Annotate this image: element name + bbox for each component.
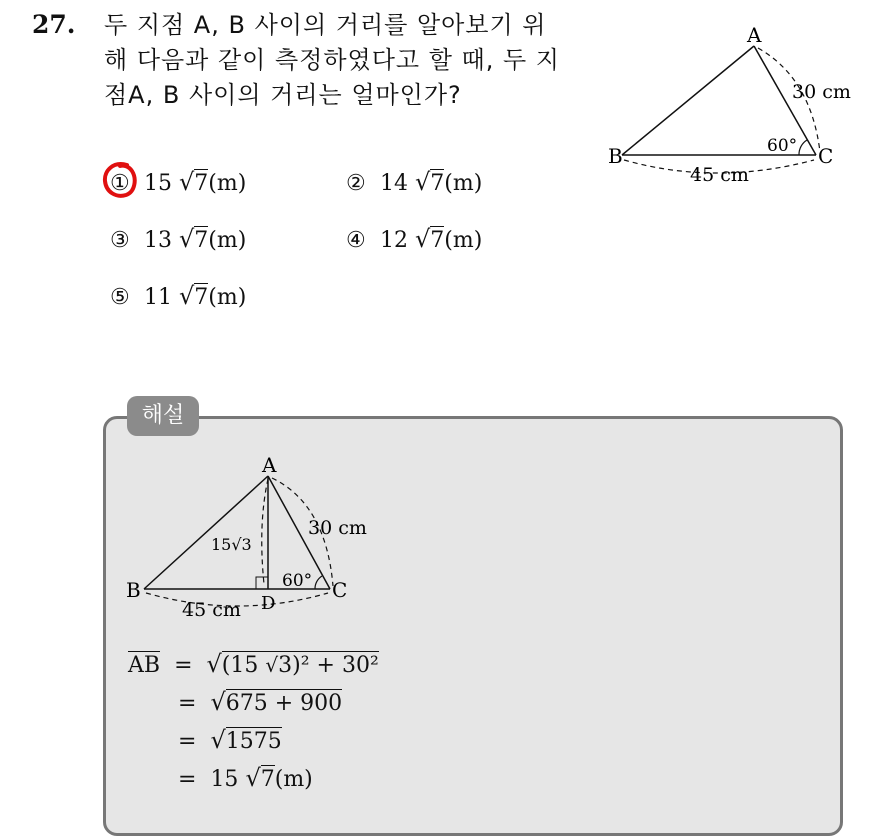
- choice-radicand: 7: [194, 285, 209, 310]
- choice-2[interactable]: ② 14 √7(m): [346, 168, 483, 196]
- choice-coef: 15: [144, 171, 172, 196]
- question-line: 두 지점 A, B 사이의 거리를 알아보기 위: [104, 11, 547, 39]
- label-a: A: [262, 454, 277, 477]
- result-unit: (m): [274, 767, 313, 792]
- choice-unit: (m): [208, 228, 247, 253]
- side-ac-label: 30 cm: [792, 81, 851, 103]
- choice-3[interactable]: ③ 13 √7(m): [110, 225, 247, 253]
- label-b: B: [608, 144, 623, 168]
- equation-line-4: = 15 √7(m): [178, 764, 313, 792]
- side-ac-label: 30 cm: [308, 517, 367, 539]
- equation-line-2: = √675 + 900: [178, 688, 343, 716]
- choice-1[interactable]: ① 15 √7(m): [110, 168, 247, 196]
- angle-arc: [799, 140, 807, 155]
- choice-mark: ①: [110, 171, 130, 196]
- result-coef: 15: [210, 767, 239, 792]
- radicand-3: 1575: [225, 729, 282, 754]
- question-text: [104, 8, 584, 113]
- choice-coef: 11: [144, 285, 172, 310]
- answer-circle-mark: [101, 159, 139, 201]
- choice-unit: (m): [444, 228, 483, 253]
- angle-c-label: 60°: [767, 136, 798, 156]
- label-d: D: [261, 593, 276, 614]
- equals-sign: =: [174, 653, 193, 678]
- choice-unit: (m): [208, 171, 247, 196]
- choice-mark: ③: [110, 228, 130, 253]
- label-c: C: [332, 578, 348, 602]
- side-bc-label: 45 cm: [690, 164, 749, 186]
- choice-radicand: 7: [194, 228, 209, 253]
- choice-mark: ⑤: [110, 285, 130, 310]
- choice-4[interactable]: ④ 12 √7(m): [346, 225, 483, 253]
- choice-coef: 12: [380, 228, 408, 253]
- choice-coef: 14: [380, 171, 408, 196]
- question-number: 27.: [32, 10, 76, 39]
- side-ab: [622, 46, 754, 155]
- equals-sign: =: [178, 691, 197, 716]
- label-a: A: [747, 23, 762, 47]
- choice-radicand: 7: [430, 171, 445, 196]
- equals-sign: =: [178, 767, 197, 792]
- equation-line-3: = √1575: [178, 726, 282, 754]
- question-line: 점A, B 사이의 거리는 얼마인가?: [104, 81, 462, 109]
- arc-ad: [262, 479, 268, 584]
- angle-c-label: 60°: [282, 571, 313, 591]
- question-line: 해 다음과 같이 측정하였다고 할 때, 두 지: [104, 46, 560, 74]
- radicand-2: 675 + 900: [225, 691, 343, 716]
- choice-radicand: 7: [430, 228, 445, 253]
- choice-unit: (m): [444, 171, 483, 196]
- equation-line-1: AB = √(15 √3)² + 30²: [128, 650, 379, 678]
- radicand-4: 7: [260, 767, 275, 792]
- radicand-1: (15 √3)² + 30²: [221, 653, 379, 678]
- side-bc-label: 45 cm: [182, 599, 241, 621]
- choice-5[interactable]: ⑤ 11 √7(m): [110, 282, 247, 310]
- solution-tag: 해설: [127, 396, 199, 436]
- triangle-figure: [606, 18, 866, 198]
- label-b: B: [126, 578, 141, 602]
- choice-unit: (m): [208, 285, 247, 310]
- solution-figure: [118, 454, 378, 624]
- label-c: C: [818, 144, 834, 168]
- segment-ab: AB: [128, 653, 161, 678]
- choice-coef: 13: [144, 228, 172, 253]
- choice-mark: ②: [346, 171, 366, 196]
- choice-mark: ④: [346, 228, 366, 253]
- equals-sign: =: [178, 729, 197, 754]
- angle-arc: [315, 576, 322, 589]
- right-angle-mark: [256, 577, 268, 589]
- choice-radicand: 7: [194, 171, 209, 196]
- side-ab: [144, 476, 268, 589]
- height-label: 15√3: [211, 535, 252, 554]
